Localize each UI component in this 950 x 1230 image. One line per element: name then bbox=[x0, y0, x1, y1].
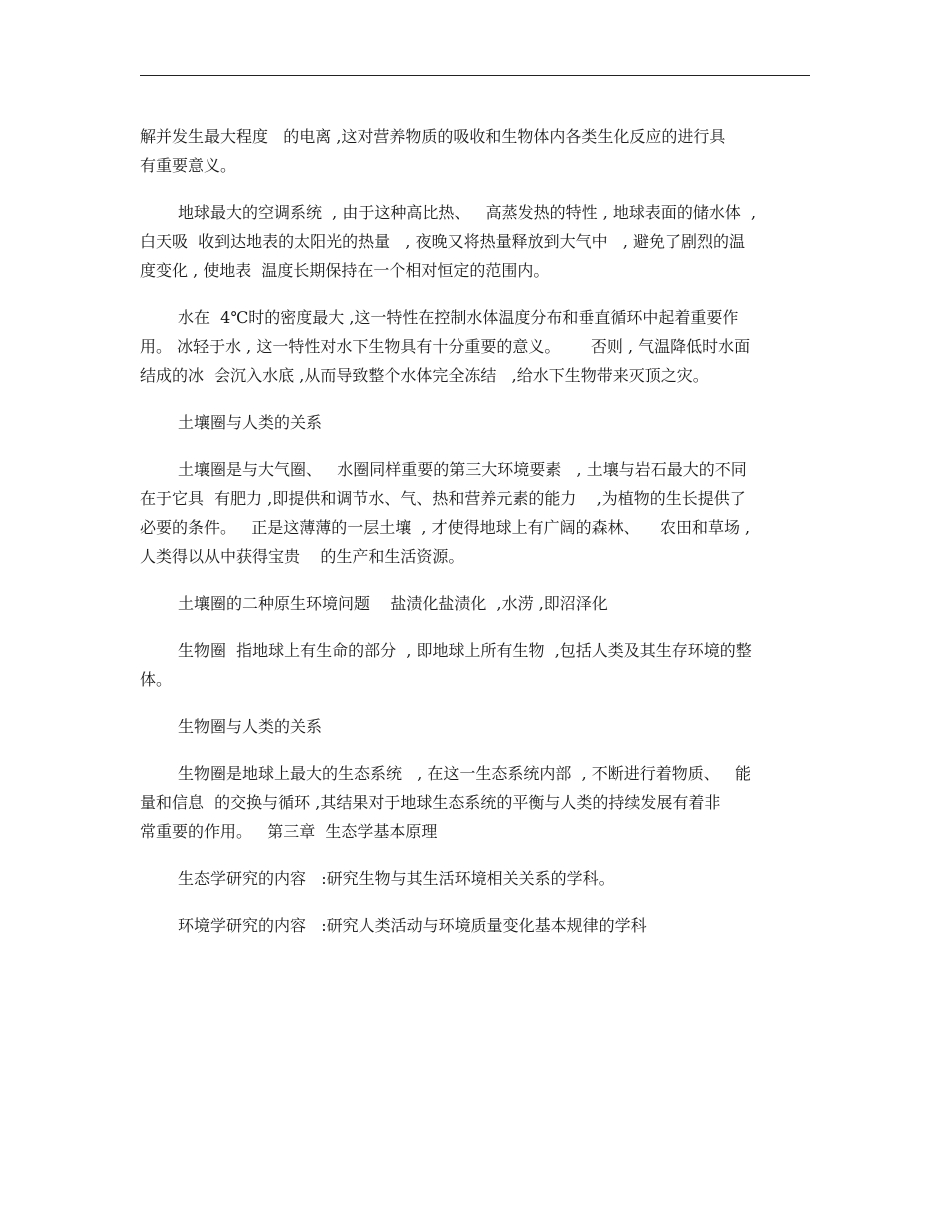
text-run: 地球最大的空调系统 , 由于这种高比热、 高蒸发热的特性 , 地球表面的储水体 , bbox=[178, 203, 757, 222]
text-run: 环境学研究的内容 :研究人类活动与环境质量变化基本规律的学科 bbox=[178, 916, 647, 935]
text-line bbox=[140, 198, 810, 227]
text-line bbox=[140, 455, 810, 484]
text-line bbox=[140, 589, 810, 618]
text-line bbox=[140, 864, 810, 893]
paragraph bbox=[140, 198, 810, 285]
text-line bbox=[140, 303, 810, 332]
text-run: 土壤圈的二种原生环境问题 盐渍化盐渍化 ,水涝 ,即沼泽化 bbox=[178, 594, 608, 613]
text-run: 生态学研究的内容 :研究生物与其生活环境相关关系的学科。 bbox=[178, 869, 615, 888]
text-line: 在于它具 有肥力 ,即提供和调节水、气、热和营养元素的能力 ,为植物的生长提供了 bbox=[140, 489, 746, 508]
text-line bbox=[140, 636, 810, 665]
header-rule bbox=[140, 75, 810, 76]
text-line: 常重要的作用。 第三章 生态学基本原理 bbox=[140, 822, 438, 841]
paragraph bbox=[140, 303, 810, 390]
text-line: 体。 bbox=[140, 670, 173, 689]
paragraph bbox=[140, 712, 810, 741]
text-line: 人类得以从中获得宝贵 的生产和生活资源。 bbox=[140, 547, 465, 566]
text-line: 解并发生最大程度 的电离 ,这对营养物质的吸收和生物体内各类生化反应的进行具 bbox=[140, 127, 726, 146]
text-line: 量和信息 的交换与循环 ,其结果对于地球生态系统的平衡与人类的持续发展有着非 bbox=[140, 793, 721, 812]
text-line: 白天吸 收到达地表的太阳光的热量 , 夜晚又将热量释放到大气中 , 避免了剧烈的温 bbox=[140, 232, 746, 251]
paragraph bbox=[140, 455, 810, 571]
paragraph bbox=[140, 122, 810, 180]
paragraph bbox=[140, 759, 810, 846]
text-run: 生物圈与人类的关系 bbox=[178, 717, 323, 736]
text-run: 土壤圈与人类的关系 bbox=[178, 413, 323, 432]
paragraph bbox=[140, 864, 810, 893]
paragraph bbox=[140, 589, 810, 618]
text-line bbox=[140, 759, 810, 788]
text-line bbox=[140, 911, 810, 940]
text-line: 必要的条件。 正是这薄薄的一层土壤 , 才使得地球上有广阔的森林、 农田和草场 , bbox=[140, 518, 751, 537]
text-line: 用。 冰轻于水 , 这一特性对水下生物具有十分重要的意义。 否则 , 气温降低时水面 bbox=[140, 337, 751, 356]
text-line bbox=[140, 712, 810, 741]
text-line: 度变化 , 使地表 温度长期保持在一个相对恒定的范围内。 bbox=[140, 261, 550, 280]
text-line: 有重要意义。 bbox=[140, 156, 237, 175]
text-run: 水在 4℃时的密度最大 ,这一特性在控制水体温度分布和垂直循环中起着重要作 bbox=[178, 308, 739, 327]
document-body bbox=[140, 122, 810, 958]
text-line bbox=[140, 408, 810, 437]
text-run: 土壤圈是与大气圈、 水圈同样重要的第三大环境要素 , 土壤与岩石最大的不同 bbox=[178, 460, 747, 479]
paragraph bbox=[140, 911, 810, 940]
text-run: 生物圈 指地球上有生命的部分 , 即地球上所有生物 ,包括人类及其生存环境的整 bbox=[178, 641, 752, 660]
text-line: 结成的冰 会沉入水底 ,从而导致整个水体完全冻结 ,给水下生物带来灭顶之灾。 bbox=[140, 366, 709, 385]
paragraph bbox=[140, 408, 810, 437]
text-run: 生物圈是地球上最大的生态系统 , 在这一生态系统内部 , 不断进行着物质、 能 bbox=[178, 764, 752, 783]
paragraph bbox=[140, 636, 810, 694]
